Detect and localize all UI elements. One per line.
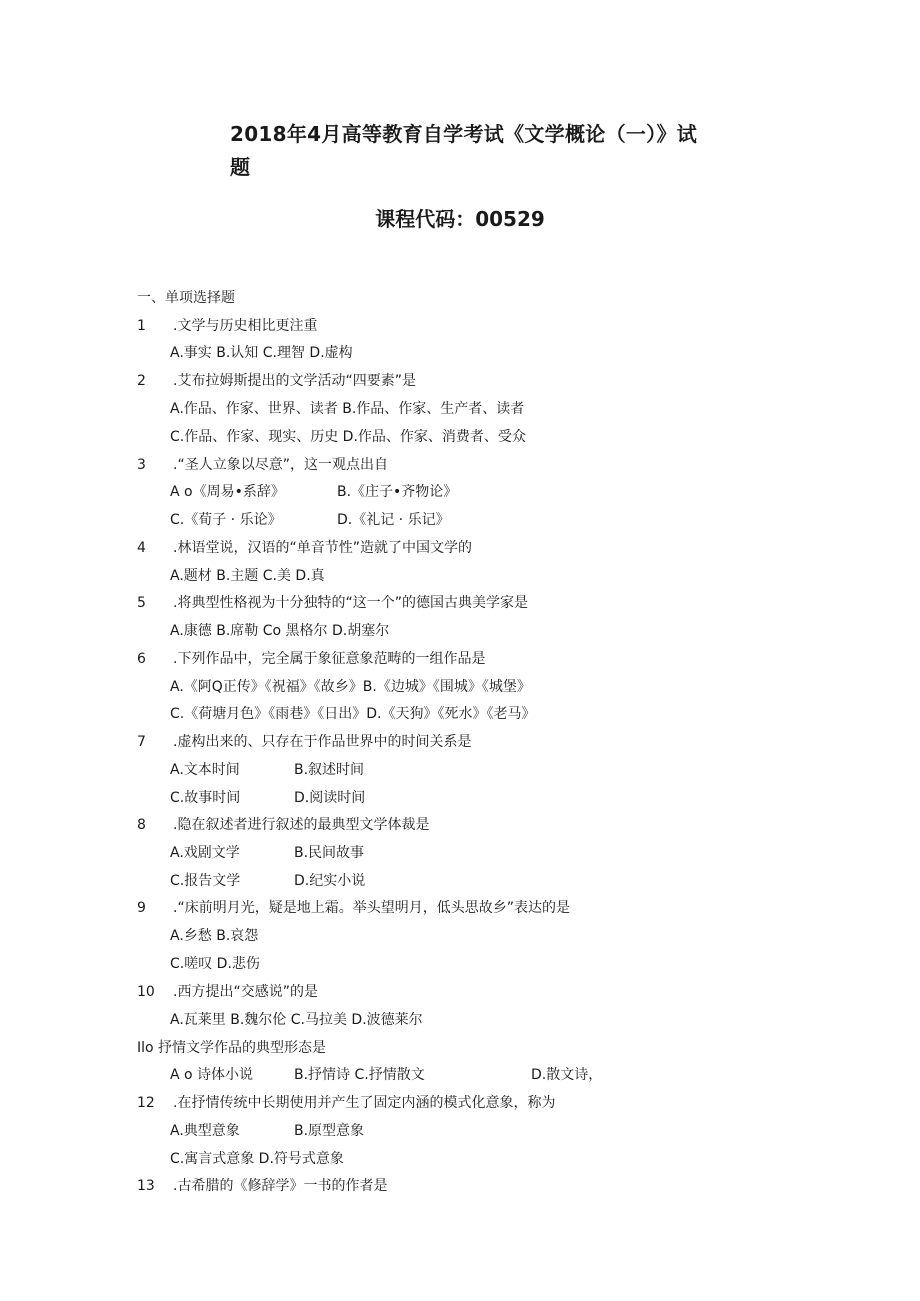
option-d: D.阅读时间	[294, 790, 366, 806]
question-number: 2	[137, 373, 146, 389]
option-c: C.故事时间	[170, 790, 241, 806]
question-10	[137, 982, 318, 1002]
options-line: A.《阿Q正传》《祝福》《故乡》B.《边城》《围城》《城堡》	[170, 679, 531, 695]
options-line: A.瓦莱里 B.魏尔伦 C.马拉美 D.波德莱尔	[170, 1012, 423, 1028]
question-text: .古希腊的《修辞学》一书的作者是	[173, 1178, 388, 1194]
option-a: A o 诗体小说	[170, 1067, 254, 1083]
page-title: 2018年4月高等教育自学考试《文学概论（一）》试题	[230, 122, 698, 179]
options-line: A.事实 B.认知 C.理智 D.虚构	[170, 345, 353, 361]
question-number: 1	[137, 318, 146, 334]
question-number: 6	[137, 651, 146, 667]
options-line: C.《荷塘月色》《雨巷》《日出》D.《天狗》《死水》《老马》	[170, 706, 536, 722]
question-7	[137, 732, 471, 752]
options-line: A.乡愁 B.哀怨	[170, 928, 259, 944]
option-a: A o《周易•系辞》	[170, 484, 285, 500]
question-number: 9	[137, 900, 146, 916]
question-text: .虚构出来的、只存在于作品世界中的时间关系是	[173, 734, 472, 750]
question-4	[137, 538, 472, 558]
question-text: .林语堂说，汉语的“单音节性”造就了中国文学的	[173, 540, 472, 556]
option-c: C.报告文学	[170, 873, 241, 889]
question-text: .将典型性格视为十分独特的“这一个”的德国古典美学家是	[173, 595, 528, 611]
question-text: .西方提出“交感说”的是	[173, 984, 318, 1000]
option-b: B.《庄子•齐物论》	[337, 484, 458, 500]
question-number: 4	[137, 540, 146, 556]
question-text: .“圣人立象以尽意”，这一观点出自	[173, 457, 388, 473]
option-d: D.纪实小说	[294, 873, 366, 889]
question-13	[137, 1176, 387, 1196]
question-5	[137, 593, 528, 613]
option-b: B.民间故事	[294, 845, 365, 861]
question-number: 10	[137, 984, 155, 1000]
question-text: .在抒情传统中长期使用并产生了固定内涵的模式化意象，称为	[173, 1095, 556, 1111]
question-1	[137, 316, 317, 336]
option-b: B.叙述时间	[294, 762, 365, 778]
options-line: C.寓言式意象 D.符号式意象	[170, 1151, 344, 1167]
question-9	[137, 898, 570, 918]
question-text: .“床前明月光，疑是地上霜。举头望明月，低头思故乡”表达的是	[173, 900, 570, 916]
option-b: B.原型意象	[294, 1123, 365, 1139]
question-number: 5	[137, 595, 146, 611]
question-number: 13	[137, 1178, 155, 1194]
options-line: C.作品、作家、现实、历史 D.作品、作家、消费者、受众	[170, 429, 526, 445]
option-c: C.《荀子 · 乐论》	[170, 512, 282, 528]
question-2	[137, 371, 416, 391]
question-text: .下列作品中，完全属于象征意象范畴的一组作品是	[173, 651, 486, 667]
question-number: 3	[137, 457, 146, 473]
question-number: Ilo	[137, 1040, 154, 1056]
question-text: 抒情文学作品的典型形态是	[158, 1040, 327, 1056]
course-code: 课程代码：00529	[375, 207, 545, 231]
option-a: A.典型意象	[170, 1123, 240, 1139]
question-8	[137, 815, 429, 835]
question-number: 8	[137, 817, 146, 833]
question-12	[137, 1093, 555, 1113]
options-line: C.嗟叹 D.悲伤	[170, 956, 260, 972]
question-11	[137, 1038, 326, 1058]
option-a: A.戏剧文学	[170, 845, 240, 861]
option-d: D.散文诗，	[531, 1067, 603, 1083]
options-line: A.题材 B.主题 C.美 D.真	[170, 568, 325, 584]
question-number: 12	[137, 1095, 155, 1111]
question-text: .艾布拉姆斯提出的文学活动“四要素”是	[173, 373, 416, 389]
question-text: .文学与历史相比更注重	[173, 318, 318, 334]
options-line: A.作品、作家、世界、读者 B.作品、作家、生产者、读者	[170, 401, 525, 417]
section-heading: 一、单项选择题	[137, 290, 235, 306]
option-d: D.《礼记 · 乐记》	[337, 512, 450, 528]
question-6	[137, 649, 485, 669]
options-line: A.康德 B.席勒 Co 黑格尔 D.胡塞尔	[170, 623, 390, 639]
option-a: A.文本时间	[170, 762, 240, 778]
question-text: .隐在叙述者进行叙述的最典型文学体裁是	[173, 817, 430, 833]
question-number: 7	[137, 734, 146, 750]
question-3	[137, 455, 388, 475]
option-bc: B.抒情诗 C.抒情散文	[294, 1067, 425, 1083]
